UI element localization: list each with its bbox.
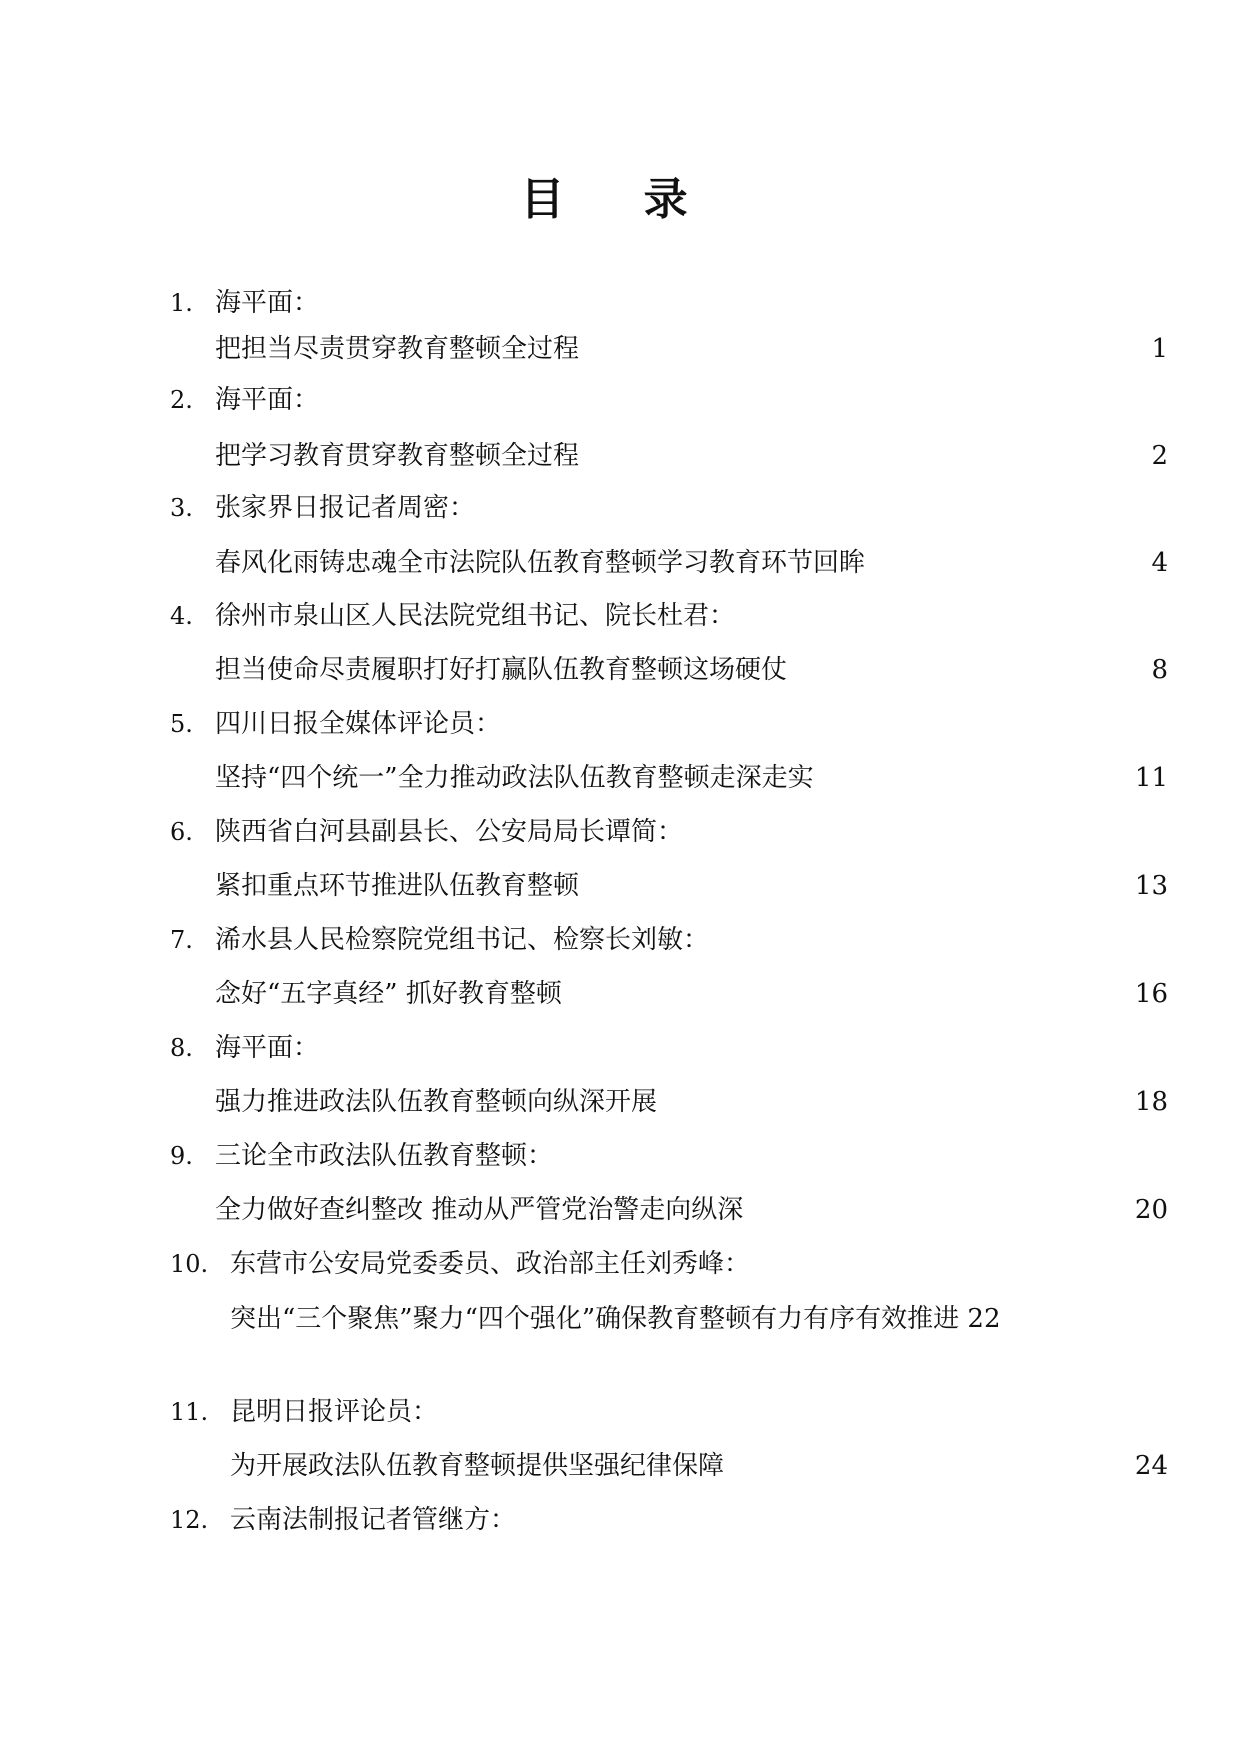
entry-article-title: 强力推进政法队伍教育整顿向纵深开展	[215, 1087, 658, 1117]
toc-entry-2	[0, 380, 1240, 420]
entry-page-number: 20	[1134, 1195, 1168, 1225]
toc-entry-9-article	[0, 1190, 1240, 1230]
entry-author: 云南法制报记者管继方：	[230, 1505, 517, 1535]
toc-entry-1	[0, 283, 1240, 323]
entry-page-number: 1	[1151, 334, 1168, 364]
entry-page-number: 18	[1134, 1087, 1168, 1117]
entry-number: 7.	[170, 926, 193, 954]
entry-number: 12.	[170, 1506, 209, 1534]
toc-entry-3	[0, 488, 1240, 528]
entry-page-number: 2	[1151, 441, 1168, 471]
entry-article-title: 把学习教育贯穿教育整顿全过程	[215, 441, 580, 471]
entry-number: 9.	[170, 1142, 193, 1170]
entry-author: 陕西省白河县副县长、公安局局长谭简：	[215, 817, 684, 847]
entry-author: 海平面：	[215, 1033, 320, 1063]
entry-article-title: 为开展政法队伍教育整顿提供坚强纪律保障	[230, 1451, 725, 1481]
entry-page-number: 16	[1134, 979, 1168, 1009]
entry-number: 6.	[170, 818, 193, 846]
entry-article-title: 坚持“四个统一”全力推动政法队伍教育整顿走深走实	[215, 763, 814, 793]
entry-number: 8.	[170, 1034, 193, 1062]
toc-entry-1-article	[0, 329, 1240, 369]
entry-author: 海平面：	[215, 288, 320, 318]
toc-entry-6-article	[0, 866, 1240, 906]
entry-page-number: 4	[1151, 548, 1168, 578]
entry-number: 10.	[170, 1250, 209, 1278]
entry-page-number: 24	[1134, 1451, 1168, 1481]
entry-number: 3.	[170, 494, 193, 522]
entry-author: 昆明日报评论员：	[230, 1397, 439, 1427]
toc-entry-5-article	[0, 758, 1240, 798]
toc-entry-3-article	[0, 543, 1240, 583]
toc-entry-2-article	[0, 436, 1240, 476]
entry-page-number: 11	[1134, 763, 1168, 793]
toc-entry-8-article	[0, 1082, 1240, 1122]
page-title: 目 录	[520, 174, 720, 225]
toc-entry-10	[0, 1244, 1240, 1284]
toc-entry-5	[0, 704, 1240, 744]
toc-entry-11	[0, 1392, 1240, 1432]
entry-article-title: 把担当尽责贯穿教育整顿全过程	[215, 334, 580, 364]
entry-article-title: 全力做好查纠整改 推动从严管党治警走向纵深	[215, 1195, 744, 1225]
toc-entry-7	[0, 920, 1240, 960]
entry-number: 4.	[170, 602, 193, 630]
entry-article-title: 紧扣重点环节推进队伍教育整顿	[215, 871, 580, 901]
entry-article-title-wrapped: 突出“三个聚焦”聚力“四个强化”确保教育整顿有力有序有效推进 22	[230, 1304, 1001, 1334]
entry-author: 浠水县人民检察院党组书记、检察长刘敏：	[215, 925, 710, 955]
entry-author: 海平面：	[215, 385, 320, 415]
toc-entry-8	[0, 1028, 1240, 1068]
entry-number: 11.	[170, 1398, 209, 1426]
entry-page-number: 13	[1134, 871, 1168, 901]
entry-article-title: 担当使命尽责履职打好打赢队伍教育整顿这场硬仗	[215, 655, 788, 685]
toc-entry-6	[0, 812, 1240, 852]
toc-entry-9	[0, 1136, 1240, 1176]
entry-article-title: 念好“五字真经” 抓好教育整顿	[215, 979, 562, 1009]
toc-entry-12	[0, 1500, 1240, 1540]
entry-author: 三论全市政法队伍教育整顿：	[215, 1141, 554, 1171]
toc-entry-4	[0, 596, 1240, 636]
entry-author: 东营市公安局党委委员、政治部主任刘秀峰：	[230, 1249, 751, 1279]
entry-author: 四川日报全媒体评论员：	[215, 709, 502, 739]
entry-article-title: 春风化雨铸忠魂全市法院队伍教育整顿学习教育环节回眸	[215, 548, 866, 578]
entry-author: 张家界日报记者周密：	[215, 493, 476, 523]
toc-entry-7-article	[0, 974, 1240, 1014]
entry-number: 1.	[170, 289, 193, 317]
toc-entry-11-article	[0, 1446, 1240, 1486]
toc-entry-4-article	[0, 650, 1240, 690]
entry-page-number: 8	[1151, 655, 1168, 685]
entry-author: 徐州市泉山区人民法院党组书记、院长杜君：	[215, 601, 736, 631]
entry-number: 2.	[170, 386, 193, 414]
entry-number: 5.	[170, 710, 193, 738]
